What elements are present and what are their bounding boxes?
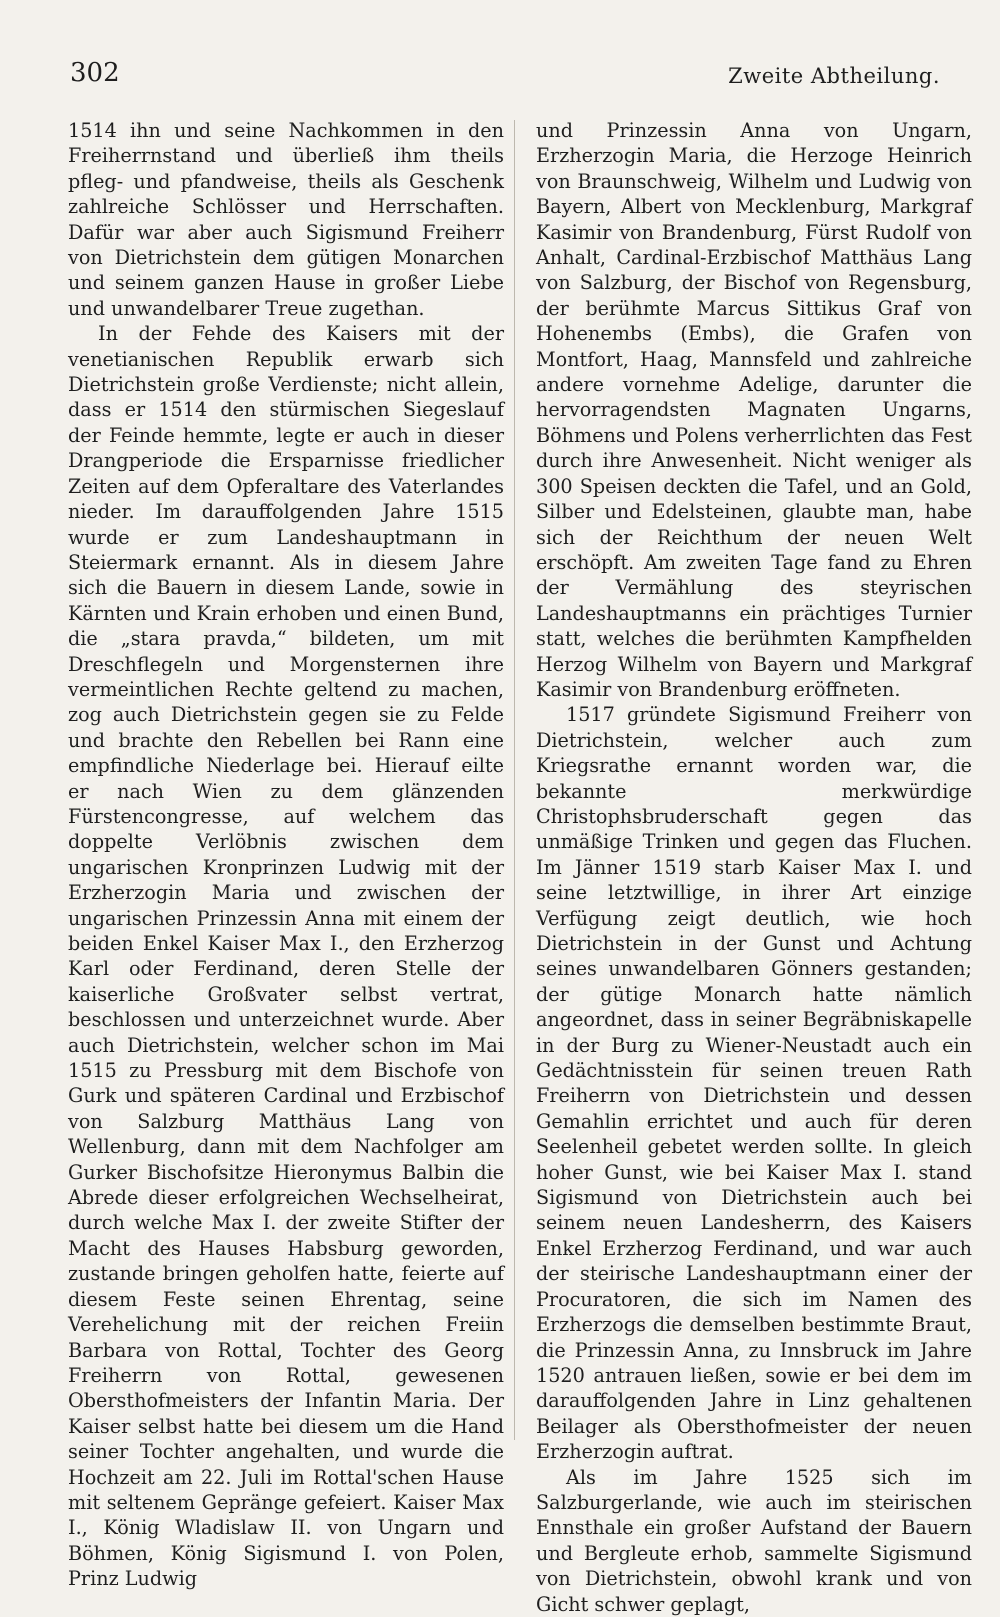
paragraph: In der Fehde des Kaisers mit der venetianischen Republik erwarb sich Dietrichstein große Verdienste; nicht allein, dass er 1514 den stürmischen Siegeslauf der Feinde hemmte, legte er auch in dieser Drangperiode die Ersparnisse friedlicher Zeiten auf dem Opferaltare des Vaterlandes nieder. Im darauffolgenden Jahre 1515 wurde er zum Landeshauptmann in Steiermark ernannt. Als in diesem Jahre sich die Bauern in diesem Lande, sowie in Kärnten und Krain erhoben und einen Bund, die „stara pravda,“ bildeten, um mit Dreschflegeln und Morgensternen ihre vermeintlichen Rechte geltend zu machen, zog auch Dietrichstein gegen sie zu Felde und brachte den Rebellen bei Rann eine empfindliche Niederlage bei. Hierauf eilte er nach Wien zu dem glänzenden Fürstencongresse, auf welchem das doppelte Verlöbnis zwischen dem ungarischen Kronprinzen Ludwig mit der Erzherzogin Maria und zwischen der ungarischen Prinzessin Anna mit einem der beiden Enkel Kaiser Max I., den Erzherzog Karl oder Ferdinand, deren Stelle der kaiserliche Großvater selbst vertrat, beschlossen und unterzeichnet wurde. Aber auch Dietrichstein, welcher schon im Mai 1515 zu Pressburg mit dem Bischofe von Gurk und späteren Cardinal und Erzbischof von Salzburg Matthäus Lang von Wellenburg, dann mit dem Nachfolger am Gurker Bischofsitze Hieronymus Balbin die Abrede dieser erfolgreichen Wechselheirat, durch welche Max I. der zweite Stifter der Macht des Hauses Habsburg geworden, zustande bringen geholfen hatte, feierte auf diesem Feste seinen Ehrentag, seine Verehelichung mit der reichen Freiin Barbara von Rottal, Tochter des Georg Freiherrn von Rottal, gewesenen Obersthofmeisters der Infantin Maria. Der Kaiser selbst hatte bei diesem um die Hand seiner Tochter angehalten, und wurde die Hochzeit am 22. Juli im Rottal'schen Hause mit seltenem Gepränge gefeiert. Kaiser Max I., König Wladislaw II. von Ungarn und Böhmen, König Sigismund I. von Polen, Prinz Ludwig: [68, 322, 504, 1591]
right-column: [536, 118, 972, 1616]
paragraph: und Prinzessin Anna von Ungarn, Erzherzogin Maria, die Herzoge Heinrich von Braunschweig, Wilhelm und Ludwig von Bayern, Albert von Mecklenburg, Markgraf Kasimir von Brandenburg, Fürst Rudolf von Anhalt, Cardinal-Erzbischof Matthäus Lang von Salzburg, der Bischof von Regensburg, der berühmte Marcus Sittikus Graf von Hohenembs (Embs), die Grafen von Montfort, Haag, Mannsfeld und zahlreiche andere vornehme Adelige, darunter die hervorragendsten Magnaten Ungarns, Böhmens und Polens verherrlichten das Fest durch ihre Anwesenheit. Nicht weniger als 300 Speisen deckten die Tafel, und an Gold, Silber und Edelsteinen, glaubte man, habe sich der Reichthum der neuen Welt erschöpft. Am zweiten Tage fand zu Ehren der Vermählung des steyrischen Landeshauptmanns ein prächtiges Turnier statt, welches die berühmten Kampfhelden Herzog Wilhelm von Bayern und Markgraf Kasimir von Brandenburg eröffneten.: [536, 119, 972, 701]
paragraph: 1514 ihn und seine Nachkommen in den Freiherrnstand und überließ ihm theils pfleg- und pfandweise, theils als Geschenk zahlreiche Schlösser und Herrschaften. Dafür war aber auch Sigismund Freiherr von Dietrichstein dem gütigen Monarchen und seinem ganzen Hause in großer Liebe und unwandelbarer Treue zugethan.: [68, 119, 504, 320]
column-divider: [514, 120, 515, 1440]
left-column: [68, 118, 504, 1591]
running-head: Zweite Abtheilung.: [728, 64, 940, 88]
paragraph: Als im Jahre 1525 sich im Salzburgerlande, wie auch im steirischen Ennsthale ein großer Aufstand der Bauern und Bergleute erhob, sammelte Sigismund von Dietrichstein, obwohl krank und von Gicht schwer geplagt,: [536, 1465, 972, 1616]
page-header: [70, 58, 940, 98]
paragraph: 1517 gründete Sigismund Freiherr von Dietrichstein, welcher auch zum Kriegsrathe ernannt worden war, die bekannte merkwürdige Christophsbruderschaft gegen das unmäßige Trinken und gegen das Fluchen. Im Jänner 1519 starb Kaiser Max I. und seine letztwillige, in ihrer Art einzige Verfügung zeigt deutlich, wie hoch Dietrichstein in der Gunst und Achtung seines unwandelbaren Gönners gestanden; der gütige Monarch hatte nämlich angeordnet, dass in seiner Begräbniskapelle in der Burg zu Wiener-Neustadt auch ein Gedächtnisstein für seinen treuen Rath Freiherrn von Dietrichstein und dessen Gemahlin errichtet und auch für deren Seelenheil gebetet werden sollte. In gleich hoher Gunst, wie bei Kaiser Max I. stand Sigismund von Dietrichstein auch bei seinem neuen Landesherrn, des Kaisers Enkel Erzherzog Ferdinand, und war auch der steirische Landeshauptmann einer der Procuratoren, die sich im Namen des Erzherzogs die demselben bestimmte Braut, die Prinzessin Anna, zu Innsbruck im Jahre 1520 antrauen ließen, sowie er bei dem im darauffolgenden Jahre in Linz gehaltenen Beilager als Obersthofmeister der neuen Erzherzogin auftrat.: [536, 703, 972, 1464]
page-number: 302: [70, 58, 120, 88]
